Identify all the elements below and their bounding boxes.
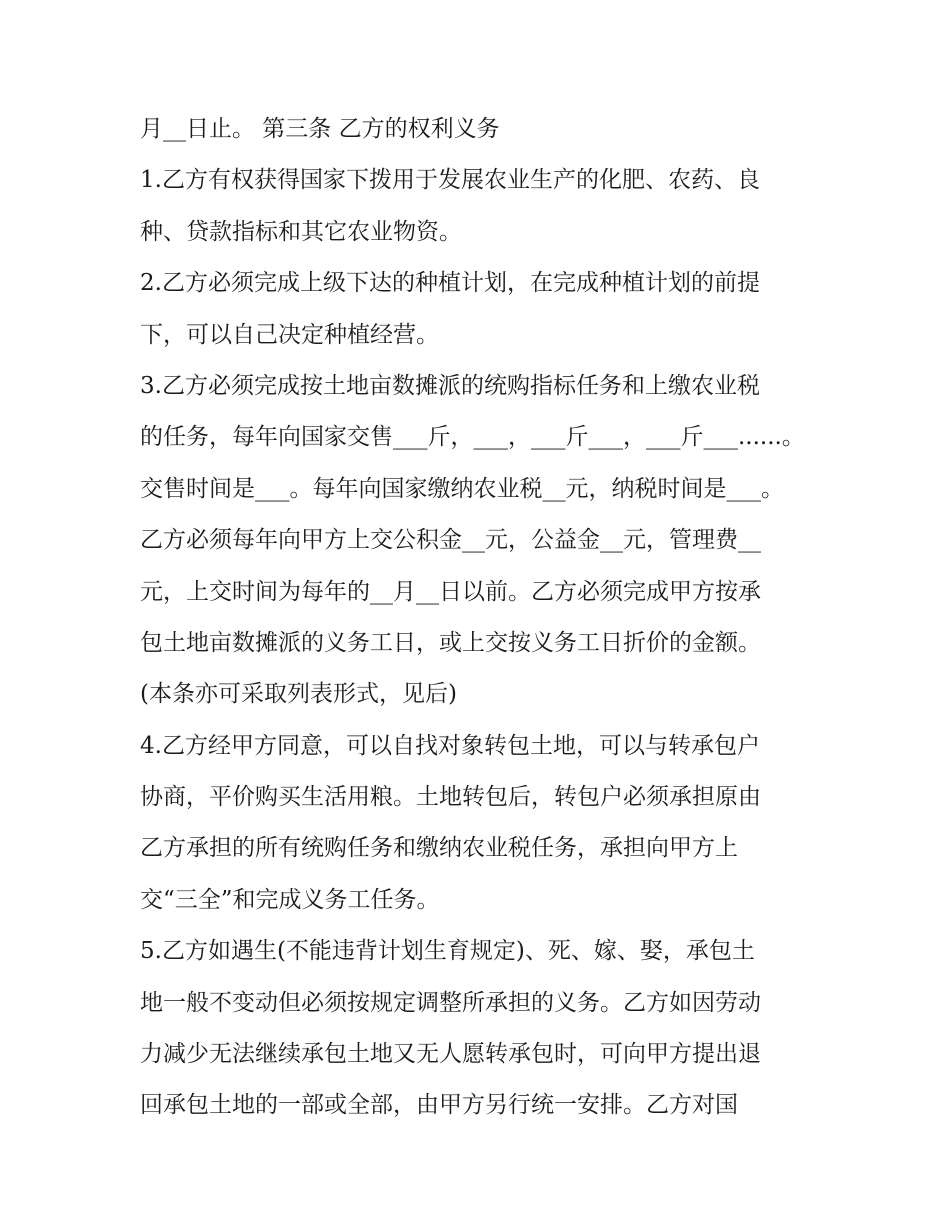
text-line: 种、贷款指标和其它农业物资。 xyxy=(140,218,462,245)
text-line: 乙方必须每年向甲方上交公积金__元，公益金__元，管理费__ xyxy=(140,527,761,554)
text-line: 力减少无法继续承包土地又无人愿转承包时，可向甲方提出退 xyxy=(140,1041,761,1068)
text-line: 的任务，每年向国家交售___斤，___，___斤___，___斤___......。 xyxy=(140,424,805,451)
document-body xyxy=(140,104,820,1132)
text-line: 5.乙方如遇生(不能违背计划生育规定)、死、嫁、娶，承包土 xyxy=(140,938,755,965)
text-line: 1.乙方有权获得国家下拨用于发展农业生产的化肥、农药、良 xyxy=(140,167,760,194)
text-line: 协商，平价购买生活用粮。土地转包后，转包户必须承担原由 xyxy=(140,784,761,811)
text-line: 下，可以自己决定种植经营。 xyxy=(140,321,439,348)
text-line: 元，上交时间为每年的__月__日以前。乙方必须完成甲方按承 xyxy=(140,578,761,605)
text-line: 2.乙方必须完成上级下达的种植计划，在完成种植计划的前提 xyxy=(140,270,760,297)
text-line: 回承包土地的一部或全部，由甲方另行统一安排。乙方对国 xyxy=(140,1092,738,1119)
text-line: 地一般不变动但必须按规定调整所承担的义务。乙方如因劳动 xyxy=(140,989,761,1016)
text-line: 交“三全”和完成义务工任务。 xyxy=(140,886,440,913)
text-line: 包土地亩数摊派的义务工日，或上交按义务工日折价的金额。 xyxy=(140,629,761,656)
text-line: 交售时间是___。每年向国家缴纳农业税__元，纳税时间是___。 xyxy=(140,475,784,502)
text-line: 月__日止。 第三条 乙方的权利义务 xyxy=(140,116,500,142)
text-line: (本条亦可采取列表形式，见后) xyxy=(140,681,457,708)
text-line: 3.乙方必须完成按土地亩数摊派的统购指标任务和上缴农业税 xyxy=(140,372,760,399)
text-line: 乙方承担的所有统购任务和缴纳农业税任务，承担向甲方上 xyxy=(140,835,738,862)
text-line: 4.乙方经甲方同意，可以自找对象转包土地，可以与转承包户 xyxy=(140,732,760,759)
